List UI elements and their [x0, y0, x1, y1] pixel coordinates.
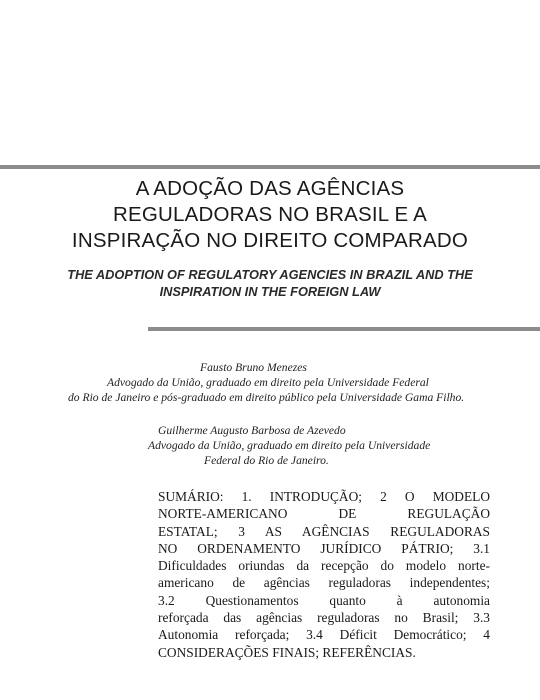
author-affiliation-line: do Rio de Janeiro e pós-graduado em direito público pela Universidade Gama Filho.: [68, 391, 465, 404]
author-block-2: [0, 423, 540, 468]
article-title: [0, 176, 540, 254]
author-block-1: [0, 360, 540, 405]
summary-line: ESTATAL; 3 AS AGÊNCIAS REGULADORAS: [158, 523, 490, 539]
summary-line: 3.2 Questionamentos quanto à autonomia: [158, 592, 490, 608]
title-line: INSPIRAÇÃO NO DIREITO COMPARADO: [71, 229, 469, 252]
title-line: A ADOÇÃO DAS AGÊNCIAS: [135, 177, 405, 200]
bottom-divider-rule: [148, 327, 540, 331]
summary-line: NO ORDENAMENTO JURÍDICO PÁTRIO; 3.1: [158, 540, 490, 556]
title-line: REGULADORAS NO BRASIL E A: [112, 203, 428, 226]
summary-line: Autonomia reforçada; 3.4 Déficit Democrático; 4: [158, 627, 490, 643]
summary-line: CONSIDERAÇÕES FINAIS; REFERÊNCIAS.: [158, 644, 416, 660]
article-subtitle-english: [0, 266, 540, 300]
summary-line: Dificuldades oriundas da recepção do modelo norte-: [158, 558, 490, 574]
subtitle-line: THE ADOPTION OF REGULATORY AGENCIES IN BRAZIL AND THE: [67, 267, 473, 282]
author-name: Fausto Bruno Menezes: [200, 361, 307, 374]
top-divider-rule: [0, 165, 540, 169]
subtitle-line: INSPIRATION IN THE FOREIGN LAW: [159, 284, 381, 299]
summary-line: SUMÁRIO: 1. INTRODUÇÃO; 2 O MODELO: [158, 489, 490, 504]
author-affiliation-line: Federal do Rio de Janeiro.: [204, 454, 329, 467]
author-affiliation-line: Advogado da União, graduado em direito pela Universidade Federal: [107, 376, 429, 389]
summary-line: americano de agências reguladoras independentes;: [158, 575, 490, 591]
author-name: Guilherme Augusto Barbosa de Azevedo: [158, 424, 346, 437]
summary-line: NORTE-AMERICANO DE REGULAÇÃO: [158, 506, 490, 522]
summary-line: reforçada das agências reguladoras no Brasil; 3.3: [158, 610, 490, 626]
author-affiliation-line: Advogado da União, graduado em direito pela Universidade: [148, 439, 431, 452]
summary-block: [158, 488, 490, 661]
